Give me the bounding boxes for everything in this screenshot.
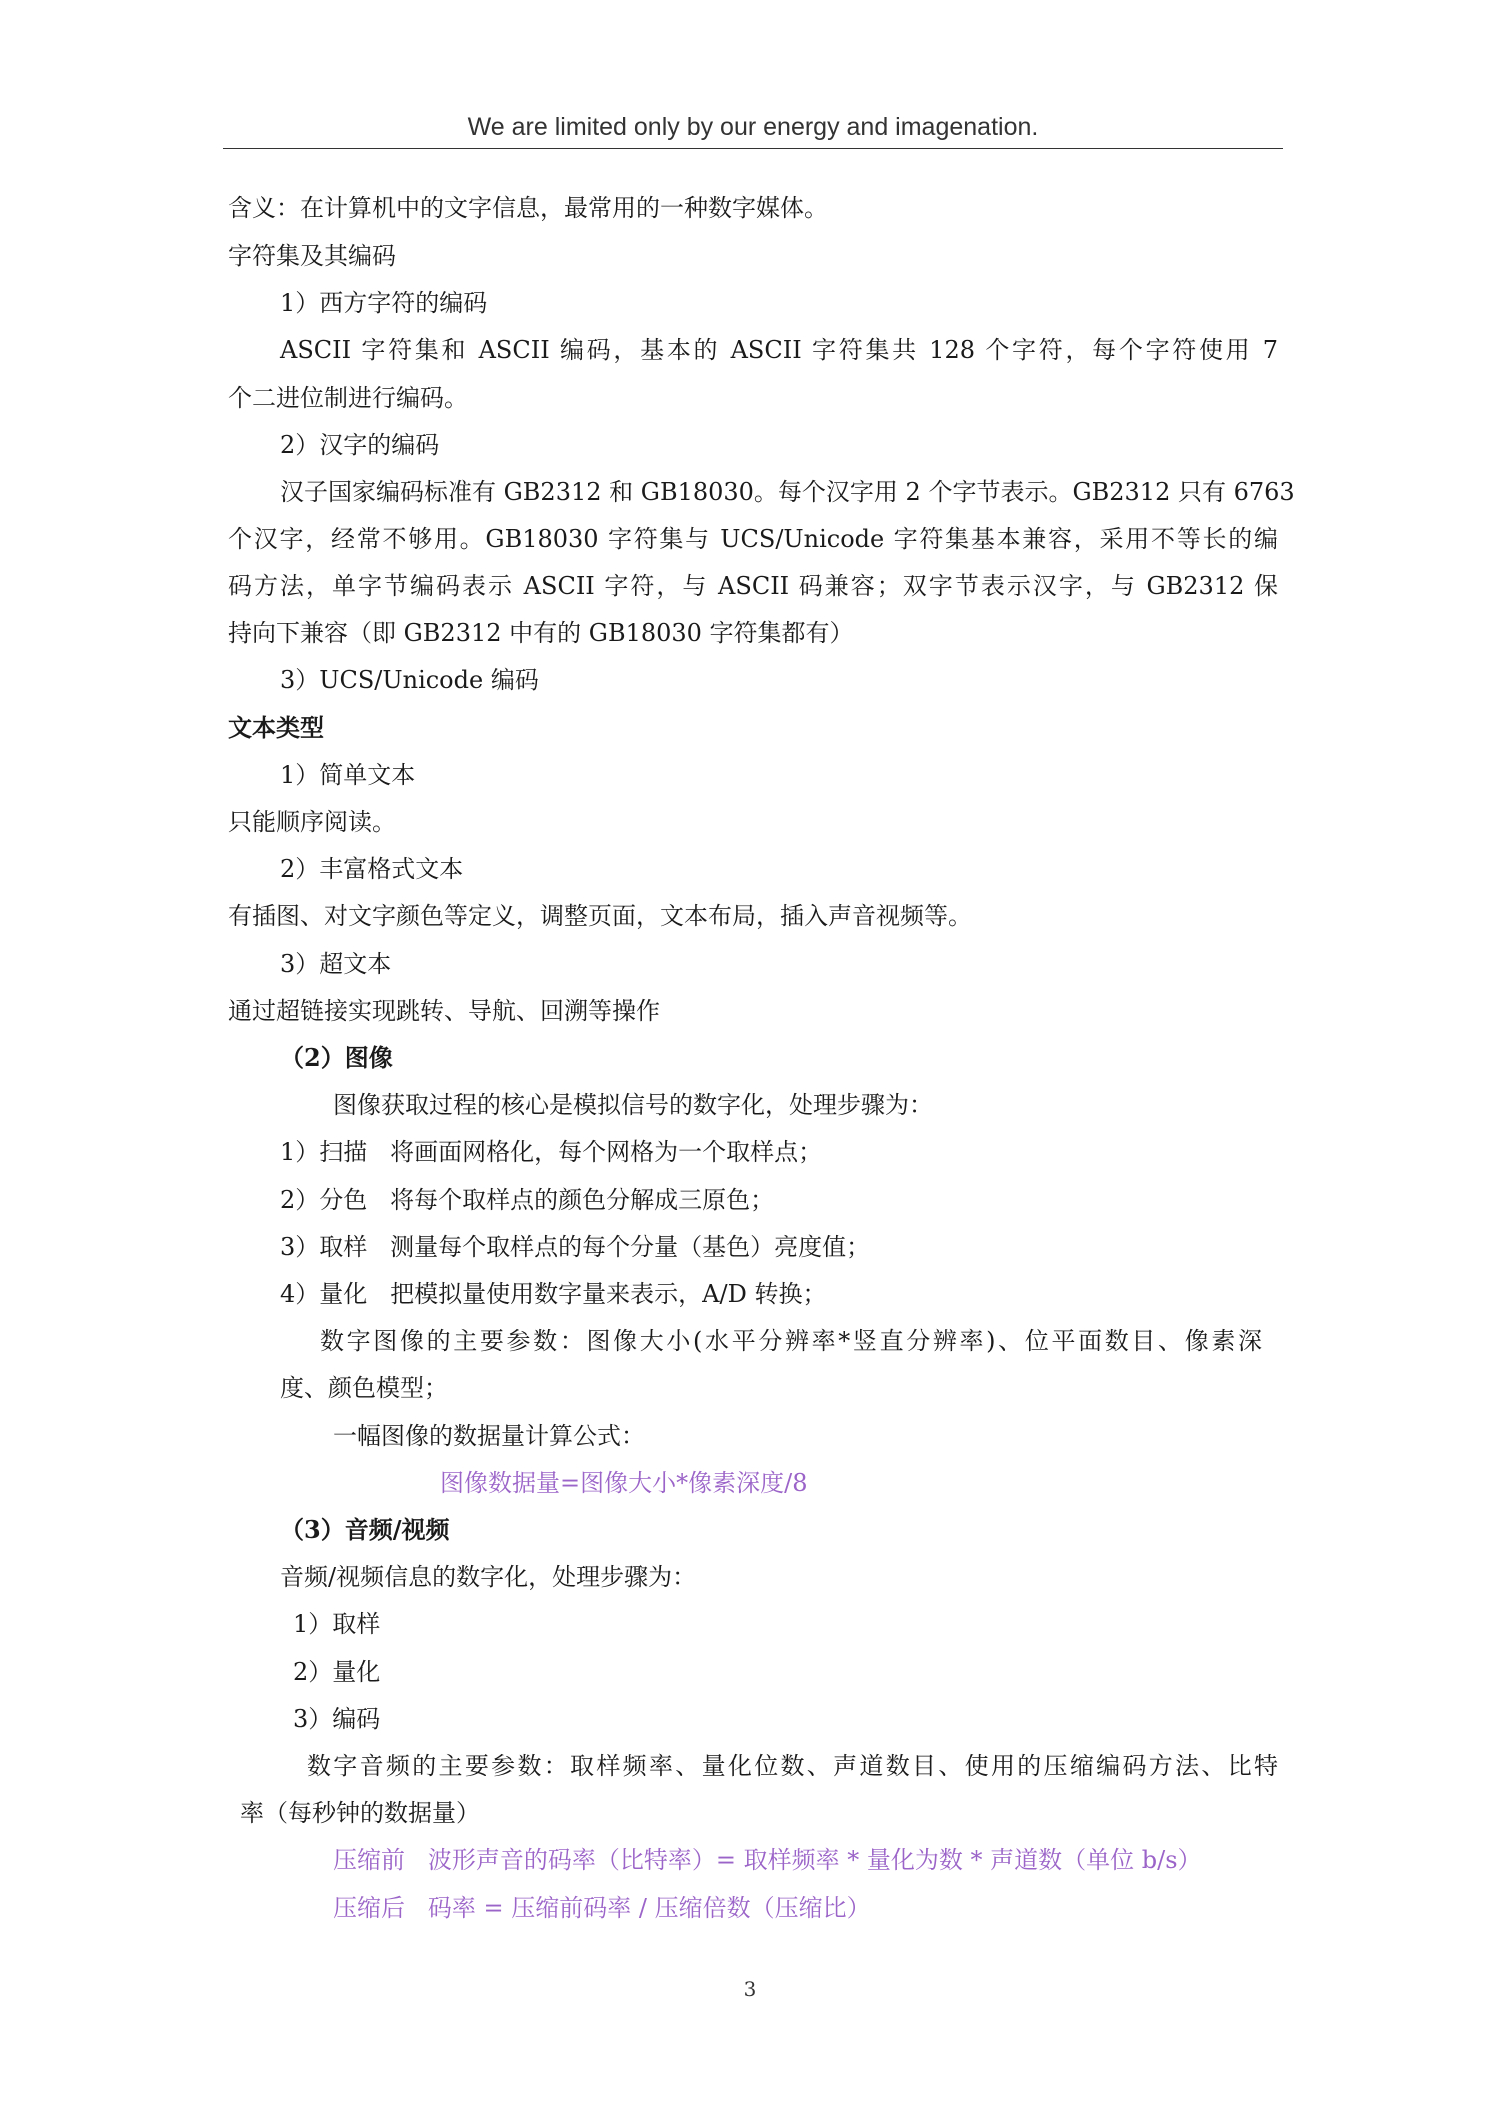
charset-heading: 字符集及其编码 [228, 242, 396, 270]
unicode-encoding-item: 3）UCS/Unicode 编码 [280, 666, 539, 694]
image-step-item: 1）扫描 将画面网格化，每个网格为一个取样点； [280, 1138, 823, 1166]
bitrate-after-formula: 压缩后 码率 = 压缩前码率 / 压缩倍数（压缩比） [333, 1894, 871, 1922]
chinese-paragraph-line: 汉子国家编码标准有 GB2312 和 GB18030。每个汉字用 2 个字节表示。GB2312 只有 6763 [280, 478, 1295, 506]
chinese-encoding-item: 2）汉字的编码 [280, 431, 440, 459]
image-intro-text: 图像获取过程的核心是模拟信号的数字化，处理步骤为： [333, 1091, 933, 1119]
rich-text-description: 有插图、对文字颜色等定义，调整页面，文本布局，插入声音视频等。 [228, 902, 972, 930]
simple-text-item: 1）简单文本 [280, 761, 416, 789]
western-encoding-item: 1）西方字符的编码 [280, 289, 488, 317]
audio-video-section-heading: （3）音频/视频 [280, 1515, 450, 1544]
hypertext-item: 3）超文本 [280, 950, 392, 978]
bitrate-before-formula: 压缩前 波形声音的码率（比特率）= 取样频率 * 量化为数 * 声道数（单位 b/s） [333, 1846, 1202, 1874]
page-number: 3 [743, 1977, 757, 2001]
image-step-item: 3）取样 测量每个取样点的每个分量（基色）亮度值； [280, 1233, 871, 1261]
audio-step-item: 1）取样 [293, 1610, 381, 1638]
image-step-item: 2）分色 将每个取样点的颜色分解成三原色； [280, 1186, 775, 1214]
audio-params-line: 率（每秒钟的数据量） [240, 1799, 480, 1827]
text-types-heading: 文本类型 [228, 713, 324, 742]
image-params-line: 数字图像的主要参数：图像大小(水平分辨率*竖直分辨率)、位平面数目、像素深 [320, 1327, 1262, 1355]
formula-intro-text: 一幅图像的数据量计算公式： [333, 1422, 645, 1450]
audio-step-item: 3）编码 [293, 1705, 381, 1733]
rich-text-item: 2）丰富格式文本 [280, 855, 464, 883]
simple-text-description: 只能顺序阅读。 [228, 808, 396, 836]
image-params-line: 度、颜色模型； [280, 1374, 448, 1402]
audio-intro-text: 音频/视频信息的数字化，处理步骤为： [280, 1563, 697, 1591]
audio-step-item: 2）量化 [293, 1658, 381, 1686]
ascii-paragraph-line: 个二进位制进行编码。 [228, 384, 468, 412]
image-data-formula: 图像数据量=图像大小*像素深度/8 [440, 1469, 808, 1497]
page-header: We are limited only by our energy and imagenation. [467, 113, 1039, 141]
chinese-paragraph-line: 个汉字，经常不够用。GB18030 字符集与 UCS/Unicode 字符集基本兼容，采用不等长的编 [228, 525, 1278, 553]
header-divider [223, 148, 1283, 149]
ascii-paragraph-line: ASCII 字符集和 ASCII 编码，基本的 ASCII 字符集共 128 个字符，每个字符使用 7 [280, 336, 1278, 364]
image-section-heading: （2）图像 [280, 1043, 393, 1072]
hypertext-description: 通过超链接实现跳转、导航、回溯等操作 [228, 997, 660, 1025]
audio-params-line: 数字音频的主要参数：取样频率、量化位数、声道数目、使用的压缩编码方法、比特 [307, 1752, 1278, 1780]
chinese-paragraph-line: 码方法，单字节编码表示 ASCII 字符，与 ASCII 码兼容；双字节表示汉字，与 GB2312 保 [228, 572, 1278, 600]
image-step-item: 4）量化 把模拟量使用数字量来表示，A/D 转换； [280, 1280, 827, 1308]
chinese-paragraph-line: 持向下兼容（即 GB2312 中有的 GB18030 字符集都有） [228, 619, 854, 647]
definition-text: 含义：在计算机中的文字信息，最常用的一种数字媒体。 [228, 194, 828, 222]
